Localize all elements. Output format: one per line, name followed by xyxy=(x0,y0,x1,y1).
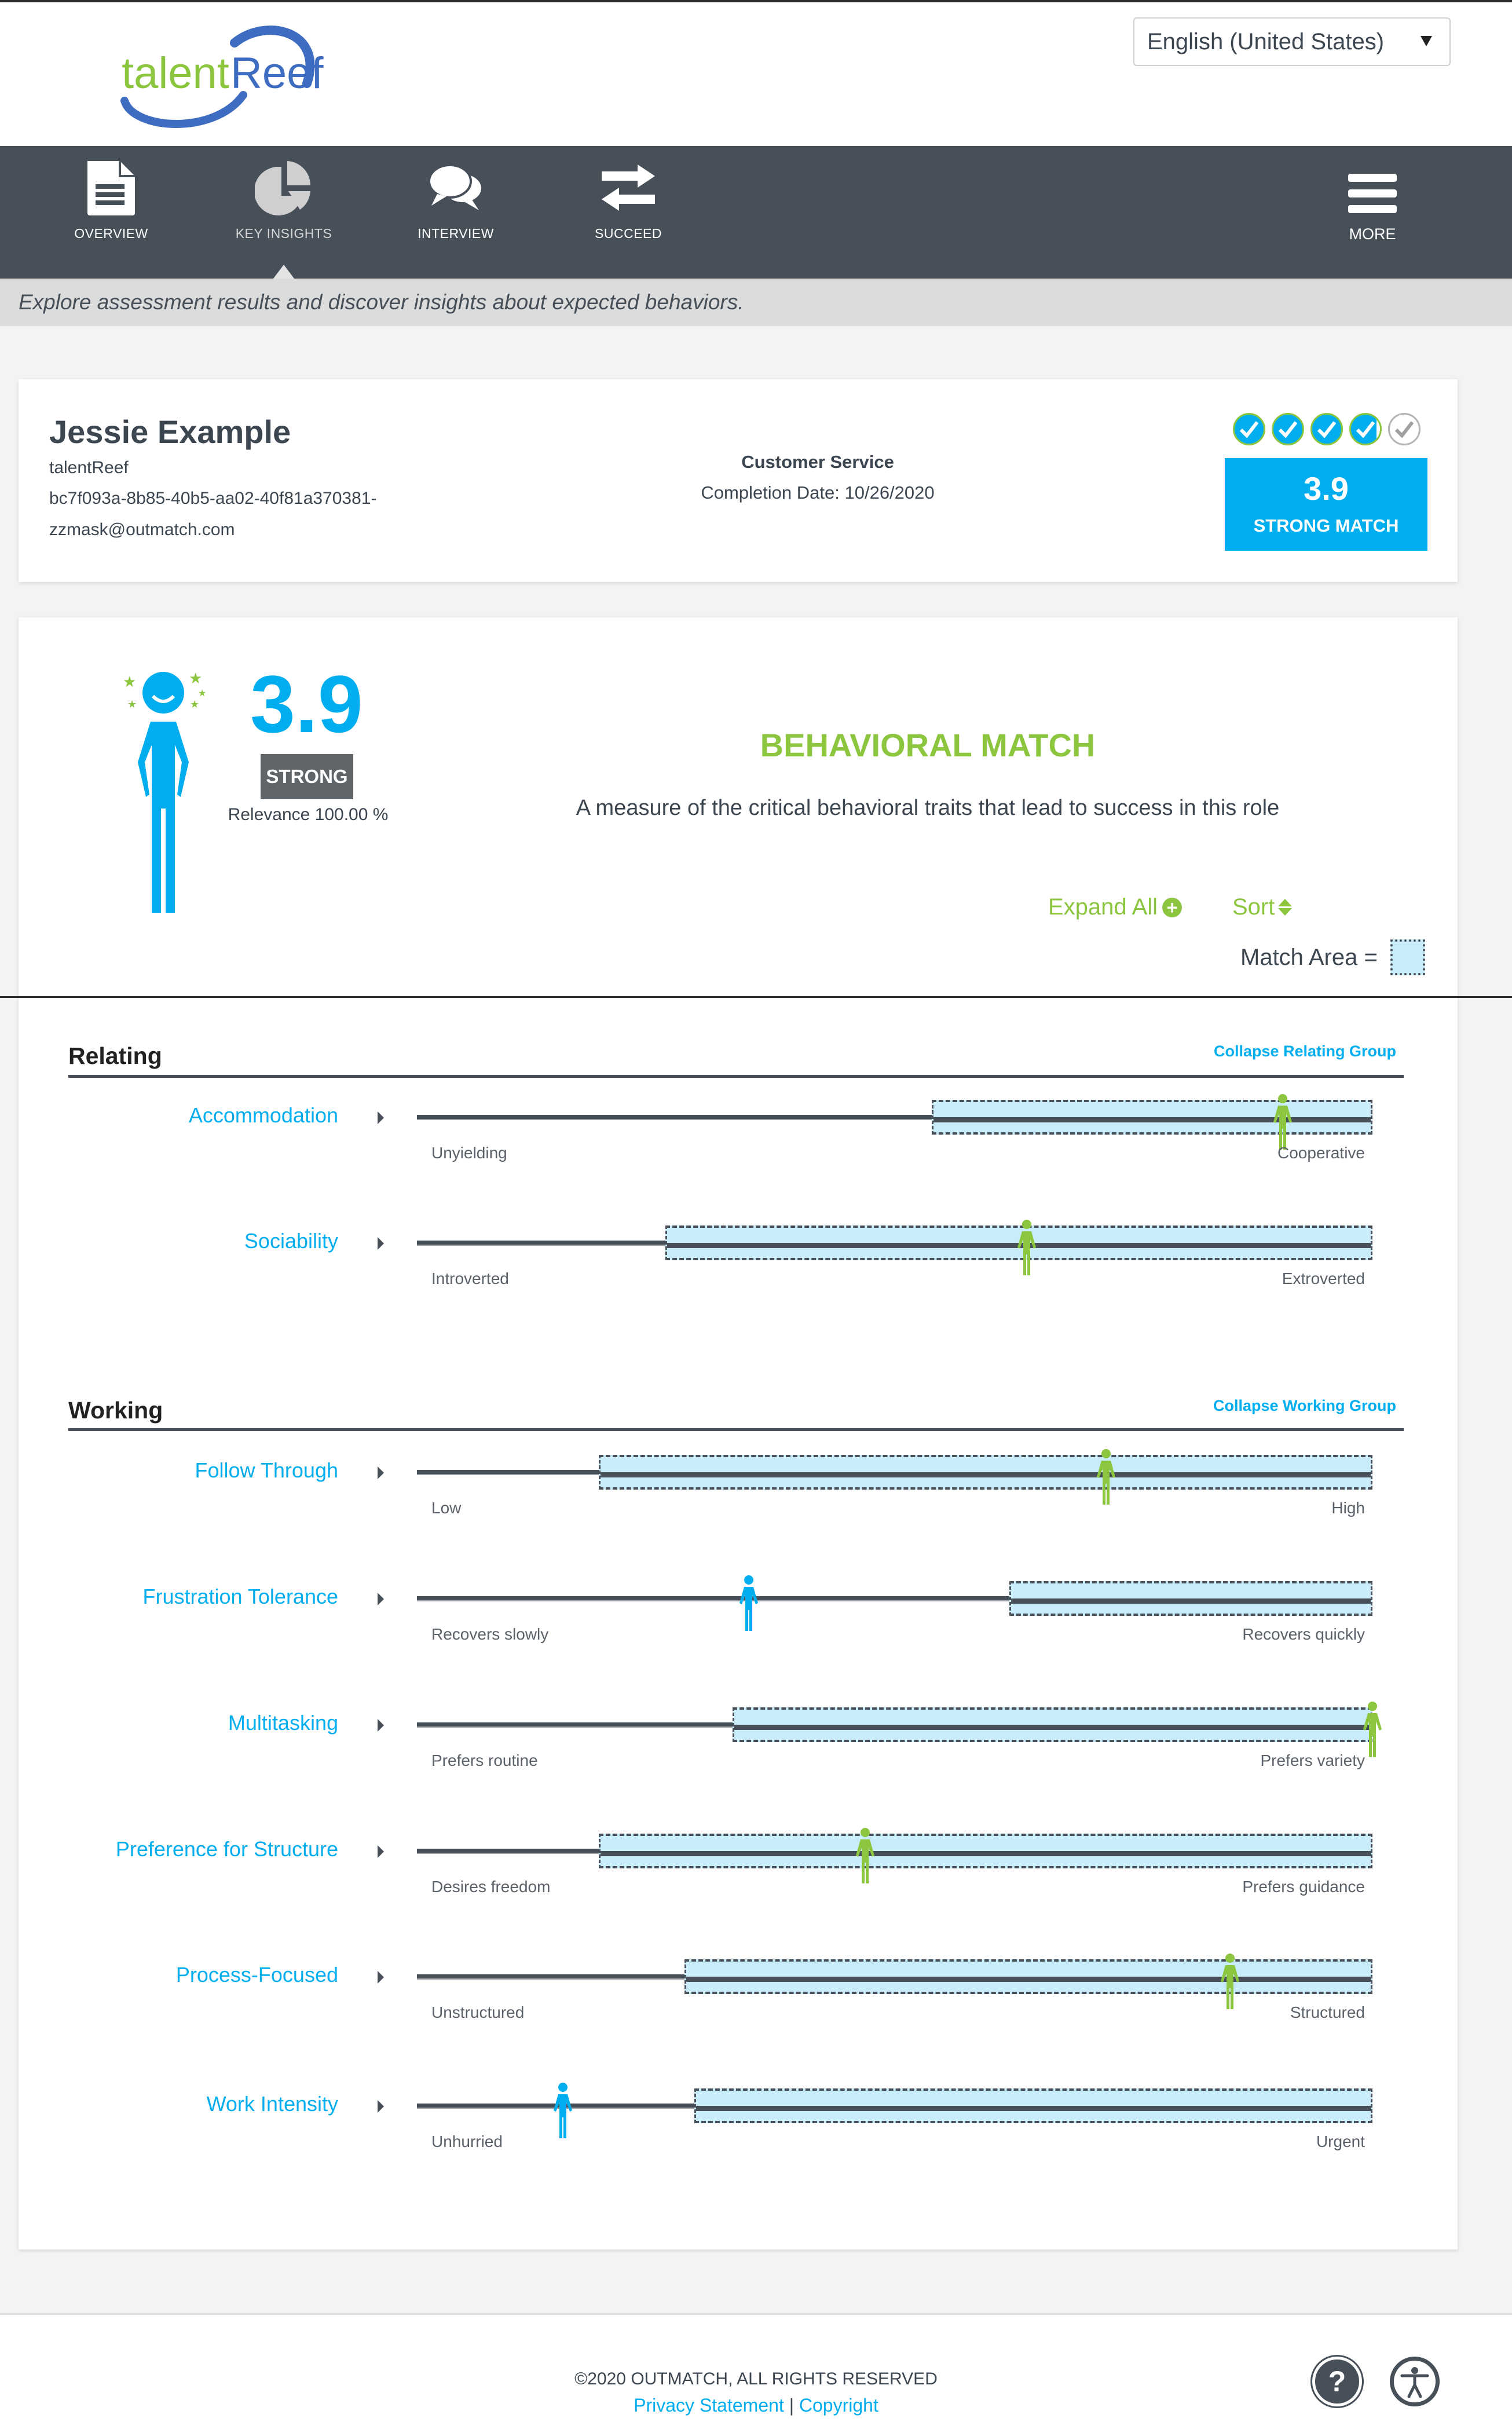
trait-row xyxy=(0,1103,1512,1233)
section-title: BEHAVIORAL MATCH xyxy=(760,727,1096,763)
collapse-relating-button[interactable]: Collapse Relating Group xyxy=(1213,1042,1396,1060)
happy-person-icon xyxy=(117,664,221,919)
scale-low-label: Introverted xyxy=(431,1270,509,1287)
section-description: A measure of the critical behavioral traits that lead to success in this role xyxy=(576,796,1280,820)
candidate-id: bc7f093a-8b85-40b5-aa02-40f81a370381- xyxy=(49,489,377,508)
overall-score: 3.9 xyxy=(1304,470,1349,507)
nav-label: SUCCEED xyxy=(595,226,662,241)
match-area-legend xyxy=(1240,939,1425,975)
question-icon: ? xyxy=(1328,2365,1346,2398)
nav-succeed[interactable] xyxy=(565,146,692,279)
scale-low-label: Unhurried xyxy=(431,2132,503,2150)
copyright-text: ©2020 OUTMATCH, ALL RIGHTS RESERVED xyxy=(574,2369,938,2388)
check-circle-partial-icon xyxy=(1349,413,1382,445)
expand-all-label: Expand All xyxy=(1048,894,1158,920)
trait-name-link[interactable]: Multitasking xyxy=(228,1711,338,1735)
nav-label: OVERVIEW xyxy=(74,226,148,241)
plus-circle-icon: + xyxy=(1162,898,1182,917)
pie-chart-icon xyxy=(249,156,318,219)
match-area xyxy=(684,1959,1372,1994)
scale-low-label: Recovers slowly xyxy=(431,1625,549,1643)
trait-row xyxy=(0,2092,1512,2222)
check-circle-empty-icon xyxy=(1388,413,1421,445)
more-label: MORE xyxy=(1349,225,1396,243)
match-area-swatch xyxy=(1390,939,1425,975)
scale-low-label: Unyielding xyxy=(431,1144,507,1162)
group-title-relating: Relating xyxy=(68,1042,162,1069)
scale-high-label: Extroverted xyxy=(1282,1270,1365,1287)
trait-row xyxy=(0,1458,1512,1588)
svg-text:talent: talent xyxy=(122,49,229,98)
match-area xyxy=(599,1455,1373,1490)
trait-name-link[interactable]: Accommodation xyxy=(188,1103,338,1127)
person-marker-icon xyxy=(1361,1700,1384,1758)
trait-name-link[interactable]: Process-Focused xyxy=(175,1963,338,1987)
group-title-working: Working xyxy=(68,1397,163,1424)
trait-row xyxy=(0,1229,1512,1359)
trait-name-link[interactable]: Sociability xyxy=(244,1229,338,1253)
behavioral-score: 3.9 xyxy=(250,659,363,749)
trait-row xyxy=(0,1711,1512,1841)
more-menu-button[interactable] xyxy=(1326,146,1419,279)
page-header xyxy=(0,2,1512,146)
privacy-statement-link[interactable]: Privacy Statement xyxy=(634,2395,784,2416)
group-divider xyxy=(68,1075,1404,1078)
expand-caret-icon[interactable] xyxy=(378,1971,384,1984)
expand-all-button[interactable] xyxy=(1048,894,1182,920)
talentreef-logo[interactable] xyxy=(110,20,330,130)
expand-caret-icon[interactable] xyxy=(378,1237,384,1250)
person-marker-icon xyxy=(737,1574,760,1632)
candidate-name: Jessie Example xyxy=(49,414,291,450)
person-marker-icon xyxy=(854,1827,877,1885)
match-label: STRONG MATCH xyxy=(1253,515,1399,536)
match-area xyxy=(599,1834,1373,1868)
check-circle-icon xyxy=(1233,413,1265,445)
link-separator: | xyxy=(789,2395,794,2416)
speech-bubbles-icon xyxy=(421,156,490,219)
match-area xyxy=(1009,1581,1372,1616)
divider xyxy=(0,996,1512,998)
accessibility-button[interactable] xyxy=(1390,2357,1440,2406)
help-button[interactable] xyxy=(1312,2357,1362,2406)
copyright-link[interactable]: Copyright xyxy=(799,2395,878,2416)
svg-text:★: ★ xyxy=(127,698,137,710)
nav-label: KEY INSIGHTS xyxy=(235,226,332,241)
role-title: Customer Service xyxy=(741,452,894,472)
sort-arrows-icon xyxy=(1278,899,1292,916)
candidate-company: talentReef xyxy=(49,458,129,477)
scale-low-label: Prefers routine xyxy=(431,1751,538,1769)
sort-label: Sort xyxy=(1232,894,1275,920)
strength-badge: STRONG xyxy=(261,754,353,799)
overall-match-badge xyxy=(1225,458,1427,551)
person-marker-icon xyxy=(1015,1219,1038,1276)
relevance-value: Relevance 100.00 % xyxy=(228,805,389,824)
svg-text:★: ★ xyxy=(123,673,137,690)
expand-caret-icon[interactable] xyxy=(378,1845,384,1858)
hamburger-icon xyxy=(1348,174,1397,221)
expand-caret-icon[interactable] xyxy=(378,1719,384,1732)
chevron-down-icon xyxy=(1421,36,1432,46)
scale-high-label: Cooperative xyxy=(1277,1144,1365,1162)
person-marker-icon xyxy=(1271,1093,1294,1151)
scale-high-label: Urgent xyxy=(1316,2132,1365,2150)
logo-swoosh-icon xyxy=(110,20,330,130)
trait-row xyxy=(0,1963,1512,2093)
footer-links xyxy=(0,2395,1512,2416)
nav-overview[interactable] xyxy=(47,146,175,279)
scale-low-label: Unstructured xyxy=(431,2003,525,2021)
document-icon xyxy=(76,156,146,219)
scale-high-label: Prefers guidance xyxy=(1242,1878,1365,1896)
scale-high-label: Prefers variety xyxy=(1260,1751,1365,1769)
scale-low-label: Low xyxy=(431,1499,462,1517)
match-area xyxy=(694,2088,1373,2123)
swap-arrows-icon xyxy=(594,156,663,219)
expand-caret-icon[interactable] xyxy=(378,1593,384,1605)
scale-low-label: Desires freedom xyxy=(431,1878,551,1896)
match-area-label: Match Area = xyxy=(1240,944,1378,970)
scale-high-label: Structured xyxy=(1290,2003,1365,2021)
completion-date: Completion Date: 10/26/2020 xyxy=(701,482,935,503)
main-nav xyxy=(0,146,1512,279)
check-circle-icon xyxy=(1310,413,1343,445)
svg-text:Reef: Reef xyxy=(230,49,324,98)
match-area xyxy=(733,1707,1373,1742)
expand-caret-icon[interactable] xyxy=(378,1111,384,1124)
person-marker-icon xyxy=(551,2082,574,2139)
person-marker-icon xyxy=(1218,1952,1242,2010)
scale-high-label: High xyxy=(1331,1499,1365,1517)
candidate-card xyxy=(19,379,1458,582)
sort-button[interactable] xyxy=(1232,894,1292,920)
trait-name-link[interactable]: Frustration Tolerance xyxy=(142,1585,338,1608)
active-indicator-icon xyxy=(273,265,294,279)
svg-text:★: ★ xyxy=(190,698,200,710)
language-select[interactable] xyxy=(1133,17,1451,66)
candidate-email: zzmask@outmatch.com xyxy=(49,520,235,539)
accessibility-icon xyxy=(1398,2365,1431,2398)
trait-name-link[interactable]: Preference for Structure xyxy=(115,1837,338,1861)
person-marker-icon xyxy=(1094,1448,1118,1506)
trait-row xyxy=(0,1585,1512,1714)
expand-caret-icon[interactable] xyxy=(378,1466,384,1479)
nav-label: INTERVIEW xyxy=(418,226,494,241)
group-divider xyxy=(68,1428,1404,1431)
rating-checks xyxy=(1233,413,1421,445)
svg-text:★: ★ xyxy=(198,689,207,698)
nav-key-insights[interactable] xyxy=(220,146,347,279)
trait-row xyxy=(0,1837,1512,1967)
match-area xyxy=(932,1100,1372,1135)
page-subtitle: Explore assessment results and discover insights about expected behaviors. xyxy=(0,279,1512,326)
page-footer xyxy=(0,2313,1512,2429)
trait-name-link[interactable]: Work Intensity xyxy=(206,2092,338,2116)
scale-high-label: Recovers quickly xyxy=(1242,1625,1365,1643)
trait-name-link[interactable]: Follow Through xyxy=(195,1458,338,1482)
language-value: English (United States) xyxy=(1147,28,1385,54)
expand-caret-icon[interactable] xyxy=(378,2100,384,2113)
svg-text:★: ★ xyxy=(189,670,203,687)
check-circle-icon xyxy=(1272,413,1304,445)
nav-interview[interactable] xyxy=(392,146,519,279)
collapse-working-button[interactable]: Collapse Working Group xyxy=(1213,1397,1396,1414)
